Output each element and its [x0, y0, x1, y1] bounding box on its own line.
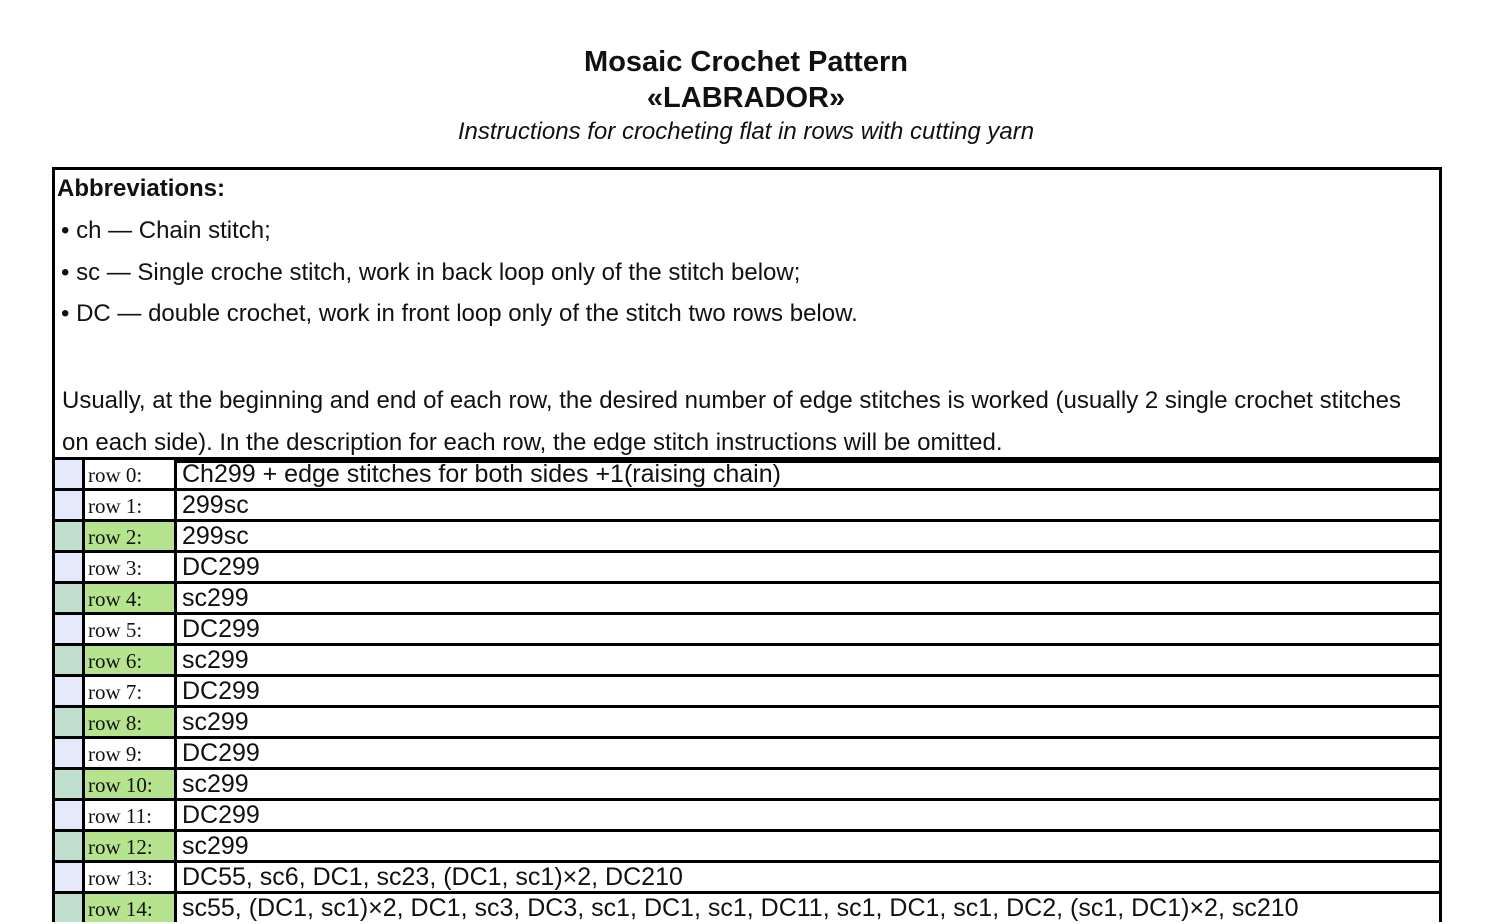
table-row — [52, 612, 1442, 643]
row-label: row 11: — [85, 801, 177, 829]
row-color-swatch — [55, 770, 85, 798]
table-row — [52, 674, 1442, 705]
row-color-swatch — [55, 553, 85, 581]
row-color-swatch — [55, 491, 85, 519]
table-row — [52, 488, 1442, 519]
row-color-swatch — [55, 801, 85, 829]
table-row — [52, 767, 1442, 798]
row-color-swatch — [55, 863, 85, 891]
row-color-swatch — [55, 584, 85, 612]
row-instruction: 299sc — [182, 522, 249, 550]
edge-stitch-note: Usually, at the beginning and end of each row, the desired number of edge stitches is worked (usually 2 single crochet stitches on each side). In the description for each row, the edge stitch instructions will be omitted. — [62, 387, 1401, 456]
row-label: row 3: — [85, 553, 177, 581]
abbreviation-item-sc: • sc — Single croche stitch, work in back loop only of the stitch below; — [61, 259, 801, 286]
row-label: row 7: — [85, 677, 177, 705]
row-label: row 12: — [85, 832, 177, 860]
row-label: row 5: — [85, 615, 177, 643]
table-row — [52, 705, 1442, 736]
row-label: row 4: — [85, 584, 177, 612]
page-subtitle: Instructions for crocheting flat in rows with cutting yarn — [457, 118, 1035, 145]
row-color-swatch — [55, 522, 85, 550]
row-instruction: sc299 — [182, 832, 249, 860]
row-label: row 6: — [85, 646, 177, 674]
row-color-swatch — [55, 894, 85, 922]
row-instructions-table — [52, 457, 1442, 922]
row-instruction: 299sc — [182, 491, 249, 519]
row-instruction: Ch299 + edge stitches for both sides +1(raising chain) — [182, 460, 781, 488]
row-color-swatch — [55, 677, 85, 705]
row-instruction: DC299 — [182, 739, 260, 767]
row-color-swatch — [55, 460, 85, 488]
row-instruction: DC299 — [182, 801, 260, 829]
row-color-swatch — [55, 646, 85, 674]
abbreviation-item-dc: • DC — double crochet, work in front loop only of the stitch two rows below. — [61, 300, 858, 327]
table-row — [52, 581, 1442, 612]
table-row — [52, 519, 1442, 550]
table-row — [52, 891, 1442, 922]
row-color-swatch — [55, 832, 85, 860]
page-title: Mosaic Crochet Pattern — [584, 46, 908, 78]
table-row — [52, 550, 1442, 581]
row-instruction: sc299 — [182, 584, 249, 612]
row-instruction: sc299 — [182, 770, 249, 798]
row-color-swatch — [55, 708, 85, 736]
row-instruction: sc299 — [182, 646, 249, 674]
row-label: row 14: — [85, 894, 177, 922]
row-label: row 9: — [85, 739, 177, 767]
abbreviations-title: Abbreviations: — [57, 175, 226, 202]
pattern-name: «LABRADOR» — [646, 82, 846, 114]
row-label: row 13: — [85, 863, 177, 891]
table-row — [52, 798, 1442, 829]
abbreviations-box — [52, 167, 1442, 463]
table-row — [52, 457, 1442, 488]
row-instruction: DC55, sc6, DC1, sc23, (DC1, sc1)×2, DC210 — [182, 863, 683, 891]
table-row — [52, 829, 1442, 860]
row-instruction: DC299 — [182, 615, 260, 643]
table-row — [52, 860, 1442, 891]
row-label: row 8: — [85, 708, 177, 736]
row-label: row 2: — [85, 522, 177, 550]
row-label: row 0: — [85, 460, 177, 488]
row-instruction: sc299 — [182, 708, 249, 736]
row-color-swatch — [55, 739, 85, 767]
table-row — [52, 736, 1442, 767]
table-row — [52, 643, 1442, 674]
title-block — [0, 44, 1492, 148]
abbreviation-item-ch: • ch — Chain stitch; — [61, 217, 271, 244]
row-instruction: DC299 — [182, 677, 260, 705]
row-instruction: sc55, (DC1, sc1)×2, DC1, sc3, DC3, sc1, DC1, sc1, DC11, sc1, DC1, sc1, DC2, (sc1, DC1)×2, sc210 — [182, 894, 1299, 922]
row-instruction: DC299 — [182, 553, 260, 581]
row-label: row 10: — [85, 770, 177, 798]
row-label: row 1: — [85, 491, 177, 519]
row-color-swatch — [55, 615, 85, 643]
